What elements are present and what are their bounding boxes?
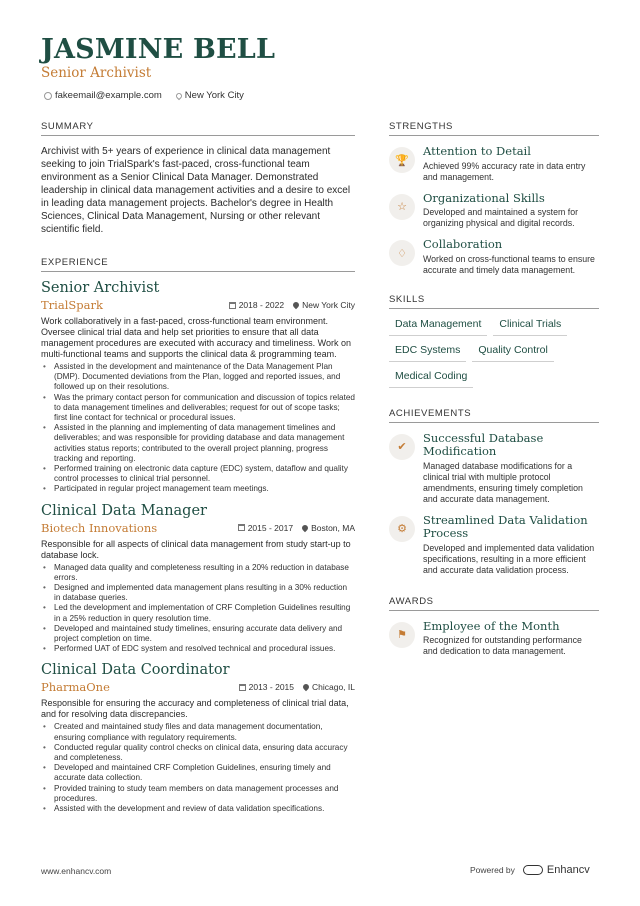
strength-title: Collaboration — [423, 237, 503, 251]
enhancv-logo-icon — [523, 865, 543, 875]
at-icon — [44, 92, 52, 100]
contact-row — [44, 90, 244, 101]
job-bullets — [41, 722, 355, 814]
skill-tag: EDC Systems — [389, 340, 466, 362]
achievement-desc: Managed database modifications for a clinical trial with multiple protocol amendments, ensuring timely completion and accurate data management. — [423, 460, 583, 504]
location-text: New York City — [184, 90, 244, 101]
job-bullet: • Managed data quality and completeness resulting in a 20% reduction in database errors. — [41, 563, 355, 583]
skills-list — [389, 314, 599, 388]
achievement-title: Successful Database Modification — [423, 430, 544, 458]
job-bullet: • Developed and maintained CRF Completion Guidelines, ensuring timely and accurate data collection. — [41, 763, 355, 783]
skill-tag: Data Management — [389, 314, 487, 336]
experience-section — [41, 257, 355, 814]
location-pin-icon — [175, 91, 183, 99]
achievements-heading: ACHIEVEMENTS — [389, 408, 599, 423]
gear-hand-icon: ⚙ — [389, 516, 415, 542]
star-hand-icon: ☆ — [389, 194, 415, 220]
achievement-title: Streamlined Data Validation Process — [423, 512, 588, 540]
candidate-role: Senior Archivist — [41, 65, 152, 81]
location-pin-icon — [292, 301, 300, 309]
checkmark-icon: ✔ — [389, 434, 415, 460]
summary-heading: SUMMARY — [41, 121, 355, 136]
job-bullet: • Assisted in the planning and implementing of data management timelines and deliverables; and was responsible for providing database and data management activities status reports; contributed to the overall project planning, progress tracking and reporting. — [41, 423, 355, 464]
achievement-item — [389, 432, 599, 505]
job-description: Responsible for ensuring the accuracy and completeness of clinical trial data, and for resolving data discrepancies. — [41, 698, 349, 720]
job-company: PharmaOne — [41, 680, 110, 695]
location-pin-icon — [301, 523, 309, 531]
calendar-icon — [229, 302, 236, 309]
strength-desc: Worked on cross-functional teams to ensure accurate and timely data management. — [423, 253, 595, 275]
experience-heading: EXPERIENCE — [41, 257, 355, 272]
job-title: Clinical Data Manager — [41, 502, 207, 519]
brand-logo[interactable] — [523, 864, 590, 876]
email-item[interactable] — [44, 90, 162, 101]
job-bullet: • Performed training on electronic data capture (EDC) system, dataflow and quality control processes to clinical trial personnel. — [41, 464, 355, 484]
award-desc: Recognized for outstanding performance and dedication to data management. — [423, 635, 582, 656]
job-dates: 2015 - 2017 — [247, 522, 294, 533]
strength-item — [389, 192, 599, 230]
job-bullet: • Was the primary contact person for communication and discussion of topics related to data management timelines and deliverables; request for out of scope tasks; first line contact for technical or procedural issues. — [41, 393, 355, 424]
summary-section — [41, 121, 355, 236]
calendar-icon — [239, 684, 246, 691]
skills-heading: SKILLS — [389, 294, 599, 309]
job-bullet: • Designed and implemented data management plans resulting in a 30% reduction in database queries. — [41, 583, 355, 603]
skills-section — [389, 294, 599, 388]
strength-title: Organizational Skills — [423, 190, 545, 205]
job-bullet: • Assisted with the development and review of data validation specifications. — [41, 804, 355, 814]
skill-tag: Clinical Trials — [493, 314, 567, 336]
job-location: Boston, MA — [311, 522, 355, 533]
award-title: Employee of the Month — [423, 618, 560, 633]
job-company: TrialSpark — [41, 298, 103, 312]
job-entry — [41, 662, 355, 814]
awards-section — [389, 596, 599, 658]
job-location: Chicago, IL — [312, 682, 355, 693]
job-bullets — [41, 362, 355, 495]
job-company: Biotech Innovations — [41, 520, 158, 535]
strength-item — [389, 238, 599, 276]
job-description: Responsible for all aspects of clinical data management from study start-up to database lock. — [41, 538, 351, 560]
brand-name: Enhancv — [546, 864, 590, 876]
job-location: New York City — [302, 300, 355, 310]
job-description: Work collaboratively in a fast-paced, cross-functional team environment. Oversee clinical trial data and help set priorities to ensure that all data management procedures are executed with accuracy and timeliness. Work on multi-functional teams and supports the clinical data & programming team. — [41, 316, 351, 359]
powered-by-text: Powered by — [470, 865, 515, 875]
left-column — [41, 121, 355, 814]
strength-title: Attention to Detail — [423, 144, 531, 158]
job-bullet: • Developed and maintained study timelines, ensuring accurate data delivery and project completion on time. — [41, 624, 355, 644]
job-bullet: • Participated in regular project management team meetings. — [41, 484, 355, 494]
job-title: Senior Archivist — [41, 280, 160, 296]
strengths-heading: STRENGTHS — [389, 121, 599, 136]
email-text: fakeemail@example.com — [55, 90, 162, 101]
award-item — [389, 620, 599, 658]
achievement-item — [389, 514, 599, 576]
awards-heading: AWARDS — [389, 596, 599, 611]
calendar-icon — [238, 524, 245, 531]
job-bullet: • Led the development and implementation of CRF Completion Guidelines resulting in a 25% reduction in query resolution time. — [41, 603, 355, 623]
location-item — [176, 90, 244, 101]
lightbulb-icon: ♢ — [389, 240, 415, 266]
footer-website[interactable]: www.enhancv.com — [41, 866, 112, 876]
summary-text: Archivist with 5+ years of experience in clinical data management seeking to join TrialSpark's fast-paced, cross-functional team environment as a Senior Clinical Data Manager. Demonstrated leadership in clinical data management activities and a desire to excel in leading data management projects. Bachelor's degree in Health Sciences, Clinical Data Management, Nursing or other relevant scientific field. — [41, 146, 351, 235]
strength-desc: Achieved 99% accuracy rate in data entry and management. — [423, 160, 586, 182]
achievement-desc: Developed and implemented data validation specifications, resulting in a more efficient and accurate data validation process. — [423, 542, 595, 575]
location-pin-icon — [302, 683, 310, 691]
skill-tag: Medical Coding — [389, 366, 473, 388]
achievements-section — [389, 408, 599, 576]
strength-item — [389, 145, 599, 183]
job-bullet: • Provided training to study team members on data management processes and procedures. — [41, 784, 355, 804]
skill-tag: Quality Control — [472, 340, 553, 362]
trophy-icon: 🏆 — [389, 147, 415, 173]
strength-desc: Developed and maintained a system for organizing physical and digital records. — [423, 207, 579, 228]
job-bullet: • Conducted regular quality control checks on clinical data, ensuring data accuracy and completeness. — [41, 743, 355, 763]
right-column — [389, 121, 599, 657]
job-entry — [41, 280, 355, 495]
job-dates: 2018 - 2022 — [238, 300, 285, 310]
job-bullets — [41, 563, 355, 655]
job-bullet: • Created and maintained study files and data management documentation, ensuring compliance with regulatory requirements. — [41, 722, 355, 742]
job-dates: 2013 - 2015 — [248, 682, 294, 693]
strengths-section — [389, 121, 599, 276]
job-title: Clinical Data Coordinator — [41, 662, 230, 679]
flag-icon: ⚑ — [389, 622, 415, 648]
job-bullet: • Performed UAT of EDC system and resolved technical and procedural issues. — [41, 644, 355, 654]
candidate-name: JASMINE BELL — [41, 34, 276, 65]
job-bullet: • Assisted in the development and maintenance of the Data Management Plan (DMP). Documented deviations from the Plan, logged and reported issues, and followed up on their resolutions. — [41, 362, 355, 393]
footer-branding — [470, 864, 590, 876]
job-entry — [41, 503, 355, 655]
